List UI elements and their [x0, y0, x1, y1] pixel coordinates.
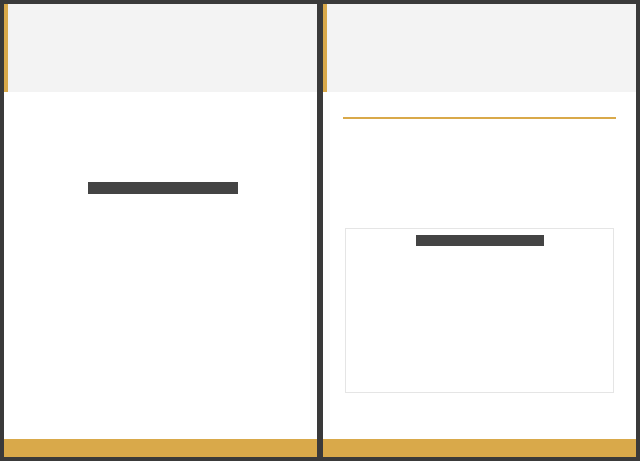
chapter-header — [4, 4, 317, 92]
header-accent-bar — [4, 4, 8, 92]
table-title — [88, 182, 238, 194]
page-number — [323, 439, 636, 457]
right-page — [323, 4, 636, 457]
page-number — [4, 439, 317, 457]
chart-panel — [345, 228, 614, 393]
stacked-bar-chart — [346, 229, 615, 394]
header-accent-bar — [323, 4, 327, 92]
section-divider — [343, 117, 616, 119]
left-page — [4, 4, 317, 457]
chapter-header — [323, 4, 636, 92]
